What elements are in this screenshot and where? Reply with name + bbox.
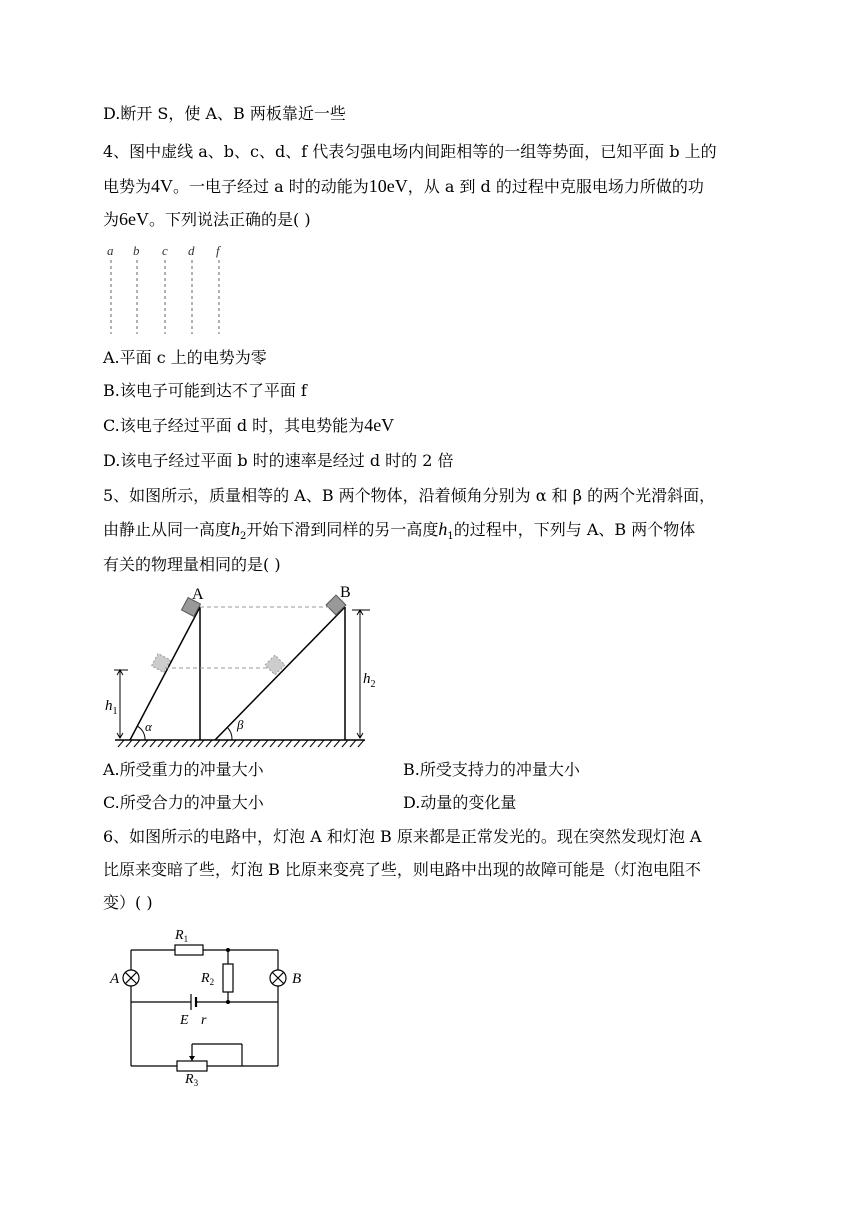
rheostat-r3: [177, 1061, 207, 1071]
q5-option-a: A.所受重力的冲量大小: [103, 760, 264, 779]
q5-stem-line3: 有关的物理量相同的是( ): [103, 555, 281, 574]
label-b: B: [340, 584, 351, 601]
value-4v: 4V: [151, 176, 174, 196]
r1-label: $R_1$: [175, 928, 189, 944]
q5-stem-line2: 由静止从同一高度$h_2$开始下滑到同样的另一高度$h_1$的过程中，下列与 A、B 两个物体: [103, 519, 696, 543]
plane-c-label: c: [162, 243, 168, 258]
symbol-h1: h: [438, 519, 448, 539]
equipotential-figure: [100, 240, 240, 336]
ground-hatching: [118, 740, 364, 747]
plane-a-label: a: [107, 243, 114, 258]
q4-option-c: C.该电子经过平面 d 时，其电势能为4eV: [103, 415, 395, 435]
angle-alpha-arc: [137, 726, 145, 740]
circuit-figure: [105, 920, 315, 1088]
q4-option-b: B.该电子可能到达不了平面 f: [103, 381, 307, 400]
plane-f-label: f: [216, 243, 220, 258]
plane-d-label: d: [188, 243, 195, 258]
h1-label: $h_1$: [105, 698, 118, 717]
angle-beta-arc: [227, 727, 232, 740]
resistor-r1: [175, 945, 203, 955]
q4-stem-line3: 为6eV。下列说法正确的是( ): [103, 209, 311, 229]
resistor-r2: [223, 964, 233, 992]
q4-stem-line2: 电势为4V。一电子经过 a 时的动能为10eV，从 a 到 d 的过程中克服电场力所做的功: [103, 176, 704, 196]
r2-label: $R_2$: [201, 971, 215, 987]
q5-option-d: D.动量的变化量: [403, 793, 517, 812]
beta-label: β: [237, 717, 244, 732]
incline-b: [215, 607, 345, 740]
q4-stem-line1: 4、图中虚线 a、b、c、d、f 代表匀强电场内间距相等的一组等势面，已知平面 b 上的: [103, 142, 717, 161]
equipotential-lines: [111, 260, 219, 334]
battery-r-label: r: [201, 1013, 207, 1028]
symbol-h2: h: [231, 519, 241, 539]
q5-option-c: C.所受合力的冲量大小: [103, 793, 264, 812]
value-6ev: 6eV: [119, 209, 150, 229]
r3-label: $R_3$: [185, 1072, 199, 1088]
h2-label: $h_2$: [363, 671, 376, 690]
lamp-b-label: B: [292, 971, 302, 987]
label-a: A: [192, 586, 204, 603]
alpha-label: α: [145, 719, 152, 734]
q5-stem-line1: 5、如图所示，质量相等的 A、B 两个物体，沿着倾角分别为 α 和 β 的两个光滑斜面，: [103, 486, 716, 505]
value-10ev: 10eV: [368, 176, 408, 196]
lamp-a-label: A: [110, 971, 120, 987]
q3-option-d: D.断开 S，使 A、B 两板靠近一些: [103, 104, 346, 123]
q4-option-a: A.平面 c 上的电势为零: [103, 348, 267, 367]
incline-figure: [100, 585, 375, 750]
value-4ev: 4eV: [364, 415, 395, 435]
q4-option-d: D.该电子经过平面 b 时的速率是经过 d 时的 2 倍: [103, 451, 454, 470]
q5-option-b: B.所受支持力的冲量大小: [403, 760, 580, 779]
q6-stem-line1: 6、如图所示的电路中，灯泡 A 和灯泡 B 原来都是正常发光的。现在突然发现灯泡 A: [103, 827, 702, 846]
incline-a: [130, 607, 200, 740]
plane-b-label: b: [133, 243, 140, 258]
q6-stem-line2: 比原来变暗了些，灯泡 B 比原来变亮了些，则电路中出现的故障可能是（灯泡电阻不: [103, 860, 701, 879]
battery-e-label: E: [180, 1013, 189, 1028]
q6-stem-line3: 变）( ): [103, 893, 153, 912]
